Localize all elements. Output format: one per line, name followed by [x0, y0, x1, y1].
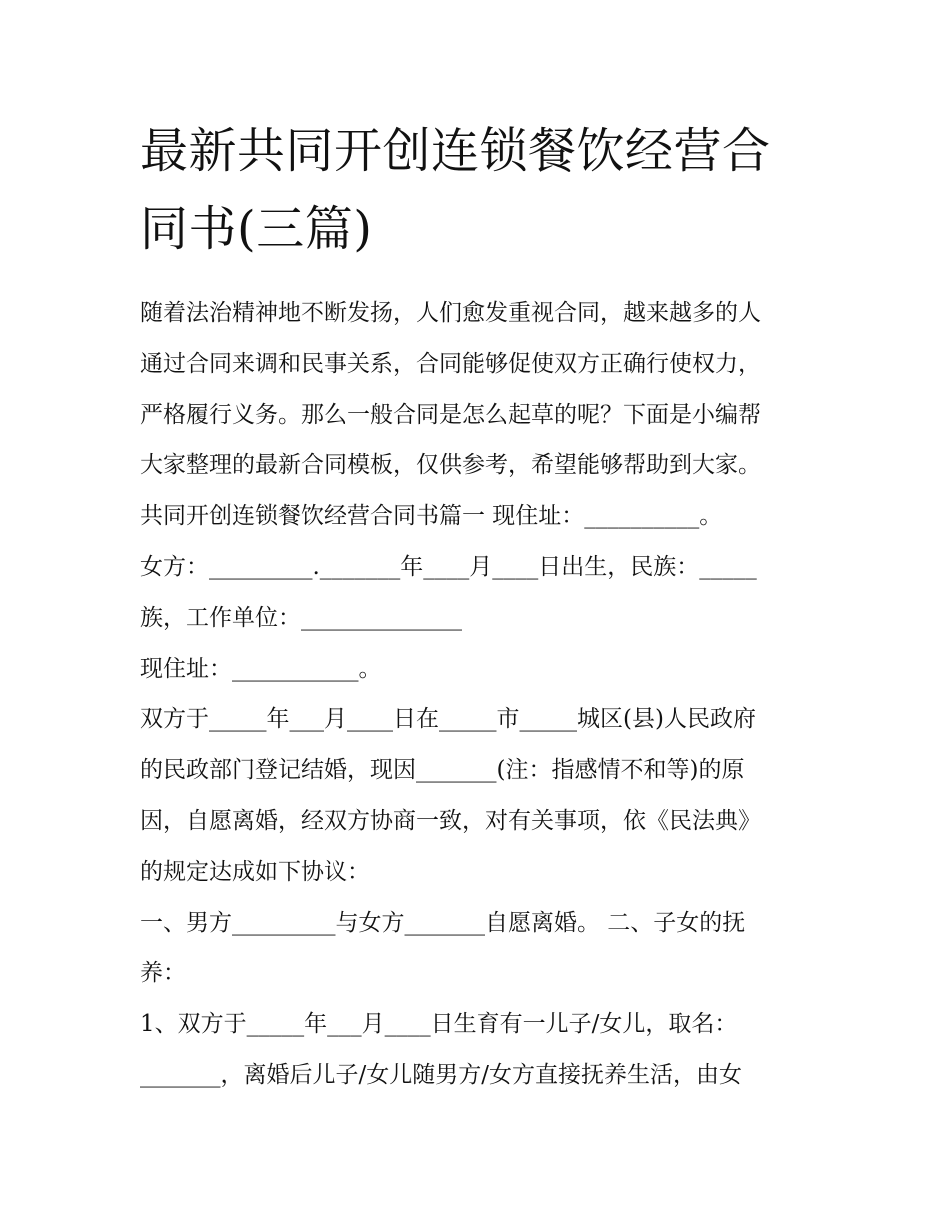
title-line: 最新共同开创连锁餐饮经营合: [140, 123, 771, 179]
document-body: [140, 288, 815, 1101]
text-line: 大家整理的最新合同模板，仅供参考，希望能够帮助到大家。: [140, 452, 761, 479]
document-content: [140, 112, 815, 1101]
text-line: 通过合同来调和民事关系，合同能够促使双方正确行使权力，: [140, 350, 761, 377]
text-line: 养：: [140, 960, 186, 987]
text-line: 一、男方_________与女方_______自愿离婚。 二、子女的抚: [140, 909, 746, 936]
text-line: 现住址：___________。: [140, 655, 382, 682]
text-line: 1、双方于_____年___月____日生育有一儿子/女儿，取名：: [140, 1011, 738, 1038]
text-line: 女方：_________._______年____月____日出生，民族：_____: [140, 553, 757, 580]
text-line: 的民政部门登记结婚，现因_______(注：指感情不和等)的原: [140, 757, 745, 784]
text-line: _______，离婚后儿子/女儿随男方/女方直接抚养生活，由女: [140, 1061, 742, 1088]
text-line: 族，工作单位：______________: [140, 604, 462, 631]
text-line: 严格履行义务。那么一般合同是怎么起草的呢？下面是小编帮: [140, 401, 761, 428]
title-line: 同书(三篇): [140, 201, 373, 257]
text-line: 随着法治精神地不断发扬，人们愈发重视合同，越来越多的人: [140, 300, 761, 326]
text-line: 的规定达成如下协议：: [140, 858, 370, 885]
text-line: 因，自愿离婚，经双方协商一致，对有关事项，依《民法典》: [140, 807, 761, 834]
text-line: 共同开创连锁餐饮经营合同书篇一 现住址：__________。: [140, 503, 723, 530]
document-title: [140, 112, 815, 268]
text-line: 双方于_____年___月____日在_____市_____城区(县)人民政府: [140, 706, 756, 733]
